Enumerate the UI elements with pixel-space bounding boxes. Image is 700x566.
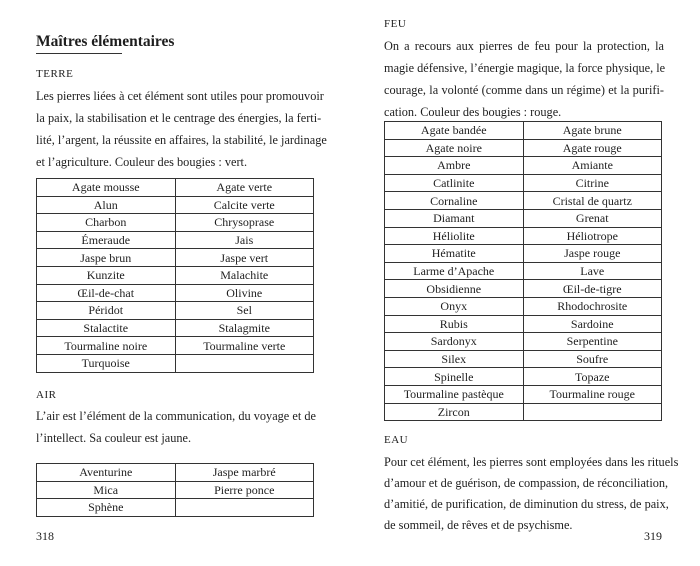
- table-cell: Olivine: [175, 284, 314, 302]
- table-cell: Tourmaline verte: [175, 337, 314, 355]
- table-cell: Œil-de-chat: [37, 284, 176, 302]
- table-cell: Zircon: [385, 403, 524, 421]
- table-cell: Chrysoprase: [175, 214, 314, 232]
- table-cell: [175, 354, 314, 372]
- text-line: d’amitié, de purification, de diminution du stress, de paix,: [384, 497, 669, 511]
- table-row: [37, 481, 314, 499]
- table-air: [36, 463, 314, 517]
- text-line: courage, la volonté (comme dans un régime) et la purifi-: [384, 83, 664, 97]
- table-cell: Agate brune: [523, 122, 662, 140]
- table-row: [385, 192, 662, 210]
- text-line: de sommeil, de rêves et de psychisme.: [384, 518, 573, 532]
- table-cell: Malachite: [175, 266, 314, 284]
- text-line: l’intellect. Sa couleur est jaune.: [36, 431, 192, 445]
- table-cell: Serpentine: [523, 333, 662, 351]
- table-cell: Turquoise: [37, 354, 176, 372]
- table-row: [37, 337, 314, 355]
- table-row: [385, 174, 662, 192]
- table-cell: [523, 403, 662, 421]
- table-cell: Sel: [175, 302, 314, 320]
- table-cell: Jaspe brun: [37, 249, 176, 267]
- table-row: [37, 179, 314, 197]
- text-line: cation. Couleur des bougies : rouge.: [384, 105, 562, 119]
- text-line: lité, l’argent, la réussite en affaires, la stabilité, le jardinage: [36, 133, 327, 147]
- text-line: L’air est l’élément de la communication, du voyage et de: [36, 409, 316, 423]
- table-cell: Rhodochrosite: [523, 297, 662, 315]
- table-row: [37, 284, 314, 302]
- table-row: [385, 350, 662, 368]
- table-row: [37, 231, 314, 249]
- table-cell: Sardoine: [523, 315, 662, 333]
- table-row: [37, 354, 314, 372]
- table-cell: Aventurine: [37, 464, 176, 482]
- table-cell: Tourmaline pastèque: [385, 385, 524, 403]
- table-row: [385, 368, 662, 386]
- table-cell: Sphène: [37, 499, 176, 517]
- text-line: Pour cet élément, les pierres sont employées dans les rituels: [384, 455, 679, 469]
- table-cell: Calcite verte: [175, 196, 314, 214]
- table-row: [385, 315, 662, 333]
- paragraph-air: [36, 405, 316, 449]
- table-row: [385, 157, 662, 175]
- table-row: [385, 209, 662, 227]
- table-cell: Agate mousse: [37, 179, 176, 197]
- table-cell: Tourmaline rouge: [523, 385, 662, 403]
- table-cell: Agate rouge: [523, 139, 662, 157]
- text-line: Les pierres liées à cet élément sont utiles pour promouvoir: [36, 89, 324, 103]
- text-line: magie défensive, l’énergie magique, la force physique, le: [384, 61, 666, 75]
- table-row: [37, 302, 314, 320]
- table-cell: Pierre ponce: [175, 481, 314, 499]
- heading-eau: EAU: [384, 434, 409, 446]
- table-cell: Sardonyx: [385, 333, 524, 351]
- table-cell: Diamant: [385, 209, 524, 227]
- table-cell: Agate noire: [385, 139, 524, 157]
- table-cell: Larme d’Apache: [385, 262, 524, 280]
- table-cell: Œil-de-tigre: [523, 280, 662, 298]
- table-cell: Péridot: [37, 302, 176, 320]
- table-cell: Silex: [385, 350, 524, 368]
- table-cell: Agate verte: [175, 179, 314, 197]
- table-cell: Jaspe vert: [175, 249, 314, 267]
- table-cell: Tourmaline noire: [37, 337, 176, 355]
- table-row: [37, 499, 314, 517]
- table-feu: [384, 121, 662, 421]
- table-row: [37, 249, 314, 267]
- heading-terre: TERRE: [36, 68, 74, 80]
- table-row: [385, 403, 662, 421]
- text-line: la paix, la stabilisation et le centrage des énergies, la ferti-: [36, 111, 322, 125]
- table-cell: [175, 499, 314, 517]
- table-cell: Jais: [175, 231, 314, 249]
- table-row: [37, 266, 314, 284]
- table-cell: Onyx: [385, 297, 524, 315]
- table-cell: Grenat: [523, 209, 662, 227]
- text-line: On a recours aux pierres de feu pour la protection, la: [384, 39, 664, 53]
- table-cell: Hématite: [385, 245, 524, 263]
- table-row: [385, 385, 662, 403]
- paragraph-terre: [36, 85, 327, 173]
- table-row: [385, 297, 662, 315]
- text-line: d’amour et de guérison, de compassion, de réconciliation,: [384, 476, 669, 490]
- table-cell: Héliolite: [385, 227, 524, 245]
- table-cell: Catlinite: [385, 174, 524, 192]
- table-row: [385, 280, 662, 298]
- paragraph-feu: [384, 35, 664, 123]
- table-cell: Émeraude: [37, 231, 176, 249]
- table-cell: Charbon: [37, 214, 176, 232]
- table-cell: Obsidienne: [385, 280, 524, 298]
- table-row: [37, 464, 314, 482]
- table-cell: Héliotrope: [523, 227, 662, 245]
- table-cell: Stalagmite: [175, 319, 314, 337]
- table-row: [385, 122, 662, 140]
- title-underline: [36, 53, 122, 54]
- paragraph-eau: [384, 452, 679, 536]
- table-terre: [36, 178, 314, 373]
- table-row: [385, 245, 662, 263]
- table-cell: Cristal de quartz: [523, 192, 662, 210]
- section-title: Maîtres élémentaires: [36, 33, 175, 50]
- table-row: [37, 319, 314, 337]
- table-row: [385, 333, 662, 351]
- table-cell: Jaspe marbré: [175, 464, 314, 482]
- table-cell: Alun: [37, 196, 176, 214]
- table-row: [37, 214, 314, 232]
- table-cell: Mica: [37, 481, 176, 499]
- table-cell: Agate bandée: [385, 122, 524, 140]
- table-row: [37, 196, 314, 214]
- table-cell: Spinelle: [385, 368, 524, 386]
- table-cell: Ambre: [385, 157, 524, 175]
- table-cell: Rubis: [385, 315, 524, 333]
- table-cell: Amiante: [523, 157, 662, 175]
- table-cell: Cornaline: [385, 192, 524, 210]
- table-cell: Topaze: [523, 368, 662, 386]
- table-row: [385, 139, 662, 157]
- table-row: [385, 262, 662, 280]
- table-cell: Kunzite: [37, 266, 176, 284]
- heading-air: AIR: [36, 389, 57, 401]
- table-cell: Lave: [523, 262, 662, 280]
- page-number: 318: [36, 529, 54, 543]
- table-cell: Soufre: [523, 350, 662, 368]
- table-cell: Stalactite: [37, 319, 176, 337]
- table-cell: Citrine: [523, 174, 662, 192]
- text-line: et l’agriculture. Couleur des bougies : vert.: [36, 155, 248, 169]
- table-row: [385, 227, 662, 245]
- page-number: 319: [644, 529, 662, 543]
- table-cell: Jaspe rouge: [523, 245, 662, 263]
- heading-feu: FEU: [384, 18, 407, 30]
